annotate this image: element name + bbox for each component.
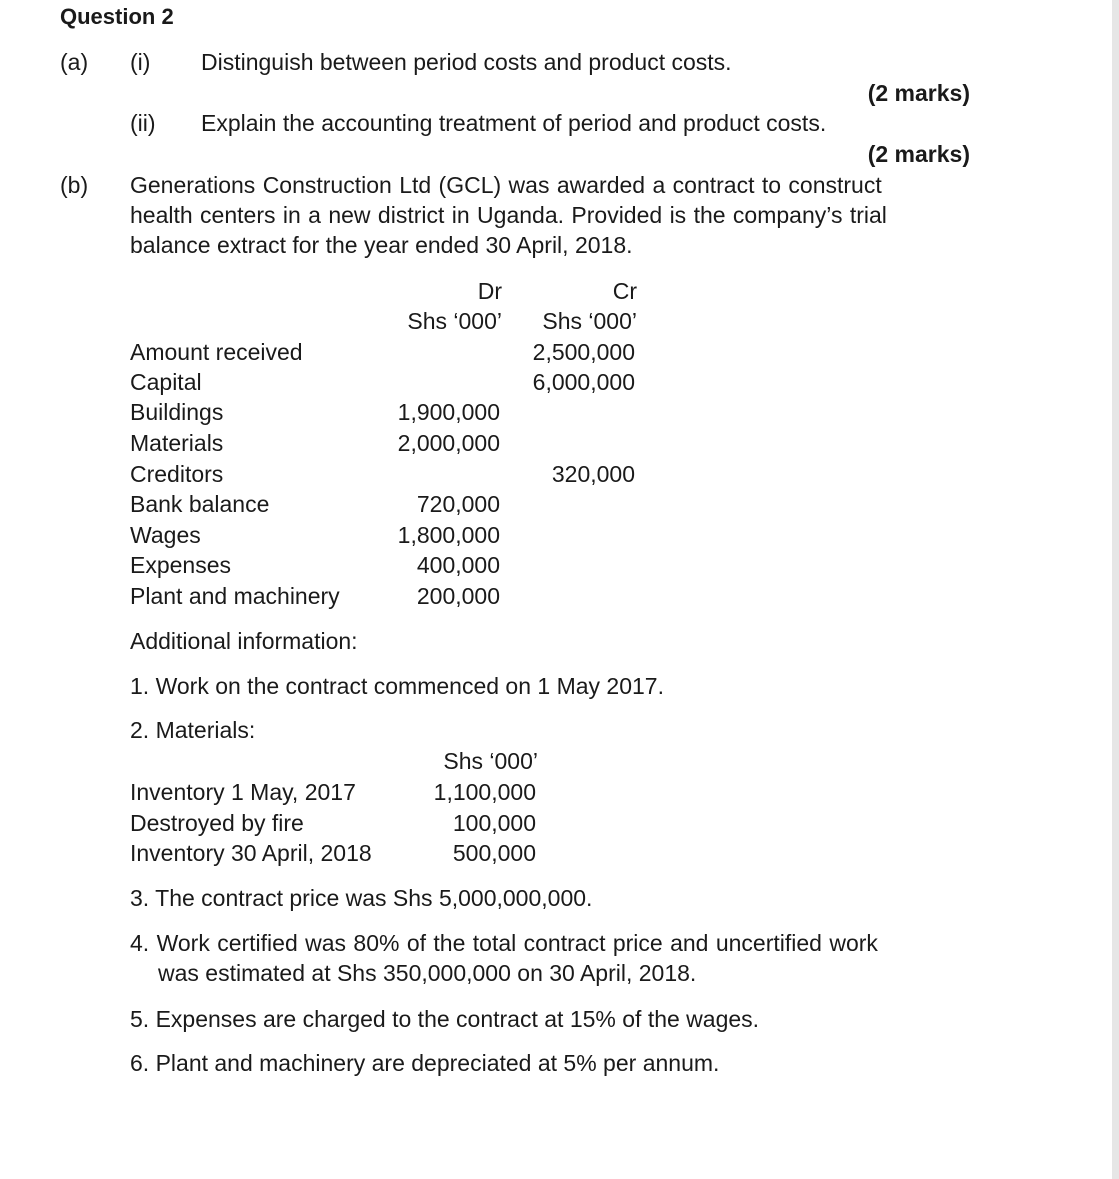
part-b-intro-line-3: balance extract for the year ended 30 April, 2018. xyxy=(130,232,633,258)
tb-row-dr: 720,000 xyxy=(416,491,500,517)
info-item-1: 1. Work on the contract commenced on 1 May 2017. xyxy=(130,673,664,699)
page-edge-shadow xyxy=(1112,0,1119,1179)
tb-row-dr: 400,000 xyxy=(416,552,500,578)
materials-row-value: 1,100,000 xyxy=(433,779,536,805)
info-item-2: 2. Materials: xyxy=(130,717,256,743)
part-a-ii-label: (ii) xyxy=(130,110,156,136)
part-b-label: (b) xyxy=(60,172,89,198)
tb-header-cr: Cr xyxy=(612,278,637,304)
tb-row-dr: 2,000,000 xyxy=(397,430,500,456)
materials-unit-header: Shs ‘000’ xyxy=(443,748,538,774)
tb-header-cr-unit: Shs ‘000’ xyxy=(542,308,637,334)
materials-row-label: Inventory 30 April, 2018 xyxy=(130,840,372,866)
tb-row-cr: 320,000 xyxy=(551,461,635,487)
tb-row-label: Expenses xyxy=(130,552,232,578)
tb-row-label: Buildings xyxy=(130,399,224,425)
info-item-3: 3. The contract price was Shs 5,000,000,000. xyxy=(130,885,593,911)
part-a-i-label: (i) xyxy=(130,49,151,75)
info-item-5: 5. Expenses are charged to the contract at 15% of the wages. xyxy=(130,1006,760,1032)
tb-row-label: Wages xyxy=(130,522,201,548)
tb-row-dr: 1,900,000 xyxy=(397,399,500,425)
part-b-intro-line-2: health centers in a new district in Uganda. Provided is the company’s trial xyxy=(130,202,887,228)
tb-row-cr: 6,000,000 xyxy=(532,369,635,395)
tb-row-label: Bank balance xyxy=(130,491,270,517)
tb-row-label: Creditors xyxy=(130,461,224,487)
tb-row-label: Plant and machinery xyxy=(130,583,340,609)
materials-row-label: Destroyed by fire xyxy=(130,810,304,836)
tb-row-label: Capital xyxy=(130,369,202,395)
tb-row-label: Materials xyxy=(130,430,224,456)
info-item-4-line-1: 4. Work certified was 80% of the total contract price and uncertified work xyxy=(130,930,878,956)
tb-header-dr-unit: Shs ‘000’ xyxy=(407,308,502,334)
part-a-ii-marks: (2 marks) xyxy=(867,141,970,167)
additional-info-heading: Additional information: xyxy=(130,628,358,654)
question-title: Question 2 xyxy=(60,4,174,29)
part-a-label: (a) xyxy=(60,49,89,75)
part-a-ii-text: Explain the accounting treatment of period and product costs. xyxy=(201,110,827,136)
materials-row-label: Inventory 1 May, 2017 xyxy=(130,779,356,805)
info-item-6: 6. Plant and machinery are depreciated at 5% per annum. xyxy=(130,1050,720,1076)
part-b-intro-line-1: Generations Construction Ltd (GCL) was awarded a contract to construct xyxy=(130,172,882,198)
tb-row-cr: 2,500,000 xyxy=(532,339,635,365)
tb-header-dr: Dr xyxy=(477,278,502,304)
materials-row-value: 500,000 xyxy=(452,840,536,866)
tb-row-dr: 200,000 xyxy=(416,583,500,609)
info-item-4-line-2: was estimated at Shs 350,000,000 on 30 April, 2018. xyxy=(158,960,697,986)
part-a-i-marks: (2 marks) xyxy=(867,80,970,106)
part-a-i-text: Distinguish between period costs and product costs. xyxy=(201,49,732,75)
materials-row-value: 100,000 xyxy=(452,810,536,836)
tb-row-dr: 1,800,000 xyxy=(397,522,500,548)
tb-row-label: Amount received xyxy=(130,339,303,365)
